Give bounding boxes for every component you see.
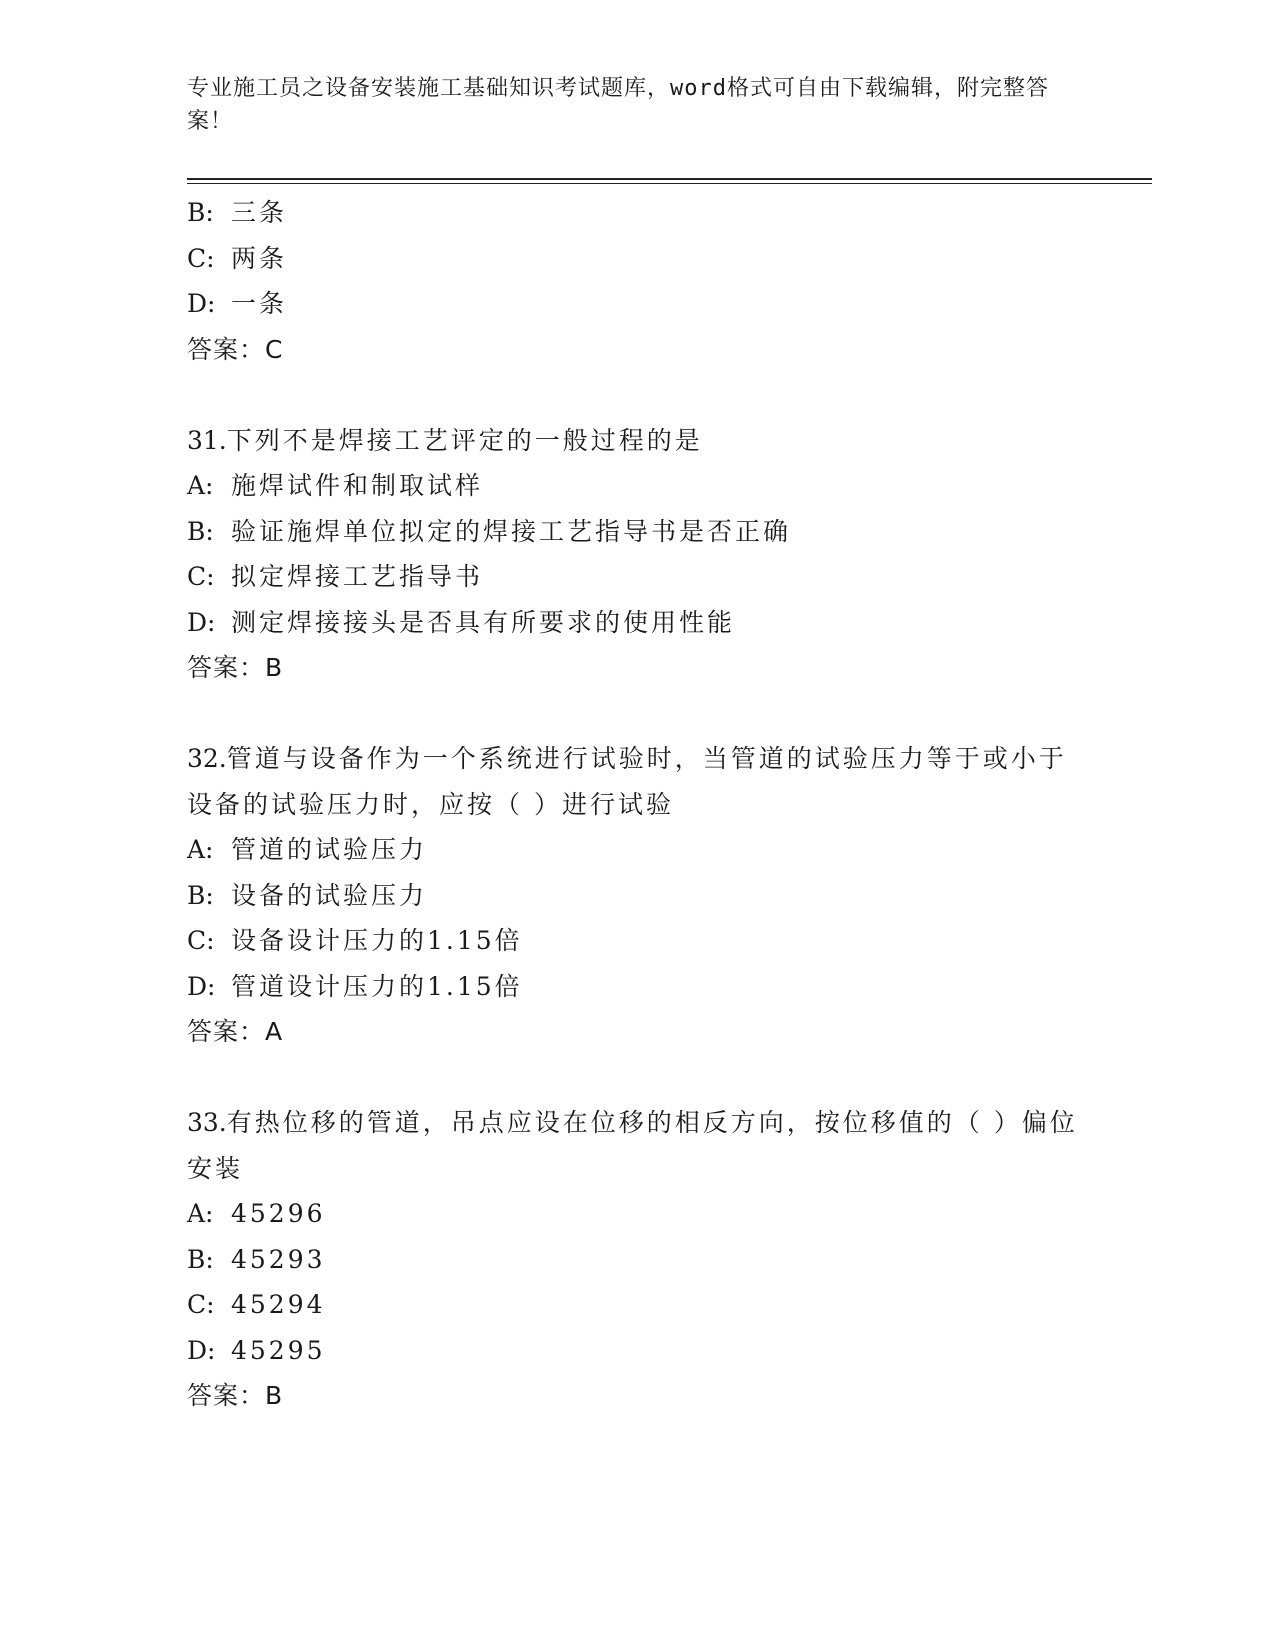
option-line — [187, 236, 1087, 282]
option-text: 设备设计压力的1.15倍 — [231, 926, 523, 955]
option-text: 测定焊接接头是否具有所要求的使用性能 — [231, 607, 736, 637]
option-text: 45294 — [231, 1290, 326, 1319]
option-text: 管道设计压力的1.15倍 — [231, 971, 523, 1001]
option-text: 一条 — [231, 289, 288, 318]
option-line — [187, 1191, 1087, 1237]
question-list — [187, 190, 1087, 1419]
answer-line: 答案：B — [187, 1381, 284, 1410]
option-text: 两条 — [231, 243, 288, 273]
option-line — [187, 600, 1087, 646]
option-text: 验证施焊单位拟定的焊接工艺指导书是否正确 — [231, 516, 792, 546]
question-number: 31. — [187, 425, 227, 455]
question-text: 有热位移的管道，吊点应设在位移的相反方向，按位移值的（ ）偏位安装 — [187, 1108, 1078, 1183]
option-line — [187, 1328, 1087, 1374]
option-key: C: — [187, 562, 215, 591]
option-line — [187, 554, 1087, 600]
option-key: B: — [187, 198, 214, 227]
option-line — [187, 281, 1087, 327]
option-key: C: — [187, 243, 215, 273]
continued-question — [187, 190, 1087, 372]
option-text: 三条 — [231, 198, 288, 227]
option-text: 拟定焊接工艺指导书 — [231, 562, 484, 591]
header-divider-thick — [187, 178, 1152, 180]
option-text: 45295 — [231, 1335, 326, 1365]
answer-line: 答案：C — [187, 334, 284, 364]
option-key: D: — [187, 607, 216, 637]
option-text: 施焊试件和制取试样 — [231, 471, 484, 500]
option-line — [187, 827, 1087, 873]
question-stem — [187, 418, 1087, 464]
answer-line: 答案：A — [187, 1017, 284, 1046]
question-stem — [187, 1100, 1087, 1191]
option-key: A: — [187, 1199, 214, 1228]
question-number: 32. — [187, 744, 227, 773]
option-key: D: — [187, 289, 216, 318]
question-31 — [187, 418, 1087, 691]
spacer — [187, 1055, 1087, 1101]
option-key: B: — [187, 516, 214, 546]
question-33 — [187, 1100, 1087, 1419]
option-line — [187, 1237, 1087, 1283]
question-text: 管道与设备作为一个系统进行试验时，当管道的试验压力等于或小于设备的试验压力时，应按（ ）进行试验 — [187, 744, 1067, 819]
option-key: A: — [187, 471, 214, 500]
option-text: 管道的试验压力 — [231, 835, 428, 864]
document-header: 专业施工员之设备安装施工基础知识考试题库，word格式可自由下载编辑，附完整答案！ — [187, 76, 1049, 134]
option-line — [187, 509, 1087, 555]
question-text: 下列不是焊接工艺评定的一般过程的是 — [226, 425, 703, 455]
question-32 — [187, 736, 1087, 1055]
option-key: C: — [187, 1290, 215, 1319]
option-text: 45296 — [231, 1199, 326, 1228]
header-divider-thin — [187, 183, 1152, 184]
option-line — [187, 463, 1087, 509]
option-key: B: — [187, 1244, 214, 1274]
option-line — [187, 918, 1087, 964]
spacer — [187, 372, 1087, 418]
option-key: D: — [187, 1335, 216, 1365]
option-text: 设备的试验压力 — [231, 880, 428, 910]
option-text: 45293 — [231, 1244, 326, 1274]
question-stem — [187, 736, 1087, 827]
option-line — [187, 873, 1087, 919]
option-key: B: — [187, 880, 214, 910]
option-line — [187, 190, 1087, 236]
option-line — [187, 964, 1087, 1010]
option-key: D: — [187, 971, 216, 1001]
option-key: A: — [187, 835, 214, 864]
option-key: C: — [187, 926, 215, 955]
answer-line: 答案：B — [187, 653, 284, 682]
spacer — [187, 691, 1087, 737]
option-line — [187, 1282, 1087, 1328]
question-number: 33. — [187, 1108, 227, 1137]
